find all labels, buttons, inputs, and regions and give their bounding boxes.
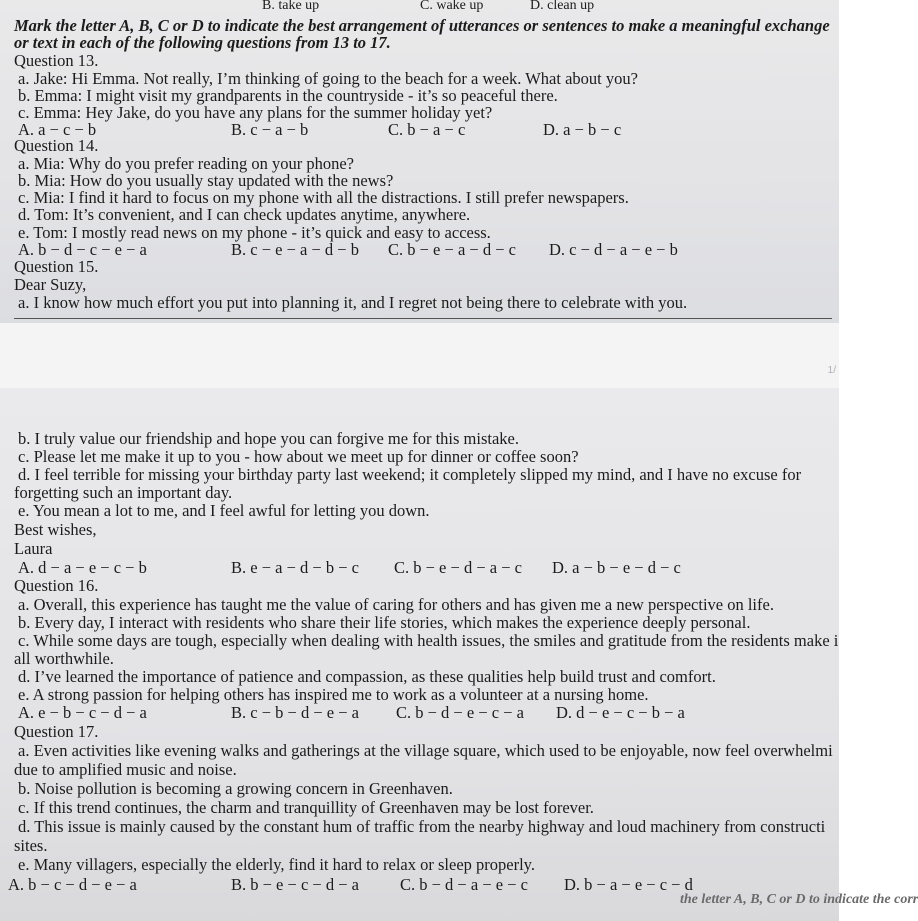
q16-option-b[interactable]: B. c − b − d − e − a (231, 703, 359, 722)
q15-line-b: b. I truly value our friendship and hope you can forgive me for this mistake. (18, 429, 519, 448)
question-15-title: Question 15. (14, 257, 99, 276)
page-number: 1/ (827, 365, 836, 376)
q16-line-d: d. I’ve learned the importance of patience and compassion, as these qualities help build trust and comfort. (18, 667, 716, 686)
q14-option-d[interactable]: D. c − d − a − e − b (549, 240, 678, 259)
q13-line-c: c. Emma: Hey Jake, do you have any plans for the summer holiday yet? (18, 103, 493, 122)
q16-line-c-2: all worthwhile. (14, 649, 114, 668)
q17-option-c[interactable]: C. b − d − a − e − c (400, 875, 528, 894)
q16-line-b: b. Every day, I interact with residents who share their life stories, which makes the experience deeply personal. (18, 613, 751, 632)
q13-line-a: a. Jake: Hi Emma. Not really, I’m thinking of going to the beach for a week. What about you? (18, 69, 638, 88)
q13-option-b[interactable]: B. c − a − b (231, 120, 309, 139)
q17-option-a[interactable]: A. b − c − d − e − a (8, 875, 137, 894)
question-14-title: Question 14. (14, 136, 99, 155)
q13-option-d[interactable]: D. a − b − c (543, 120, 622, 139)
q14-line-b: b. Mia: How do you usually stay updated with the news? (18, 171, 394, 190)
q16-line-a: a. Overall, this experience has taught me the value of caring for others and has given me a new perspective on life. (18, 595, 774, 614)
next-instruction-fragment: the letter A, B, C or D to indicate the corr (680, 892, 918, 907)
q16-option-a[interactable]: A. e − b − c − d − a (18, 703, 147, 722)
q17-line-b: b. Noise pollution is becoming a growing concern in Greenhaven. (18, 779, 453, 798)
q16-option-c[interactable]: C. b − d − e − c − a (396, 703, 524, 722)
q14-line-e: e. Tom: I mostly read news on my phone - it’s quick and easy to access. (18, 223, 491, 242)
q17-line-a-1: a. Even activities like evening walks and gatherings at the village square, which used to be enjoyable, now feel overwhelmi (18, 741, 833, 760)
worksheet-page-top (0, 0, 839, 323)
q17-line-e: e. Many villagers, especially the elderly, find it hard to relax or sleep properly. (18, 855, 535, 874)
q15-option-b[interactable]: B. e − a − d − b − c (231, 558, 359, 577)
q15-line-d-2: forgetting such an important day. (14, 483, 233, 502)
divider-line (14, 318, 832, 319)
q17-option-b[interactable]: B. b − e − c − d − a (231, 875, 359, 894)
q15-option-c[interactable]: C. b − e − d − a − c (394, 558, 522, 577)
question-16-title: Question 16. (14, 576, 99, 595)
q14-option-c[interactable]: C. b − e − a − d − c (388, 240, 516, 259)
q17-line-c: c. If this trend continues, the charm and tranquillity of Greenhaven may be lost forever. (18, 798, 594, 817)
question-13-title: Question 13. (14, 51, 99, 70)
prev-option-c: C. wake up (420, 0, 484, 13)
worksheet-page-bottom (0, 388, 918, 921)
q14-option-a[interactable]: A. b − d − c − e − a (18, 240, 147, 259)
q16-option-d[interactable]: D. d − e − c − b − a (556, 703, 685, 722)
q15-line-a: a. I know how much effort you put into planning it, and I regret not being there to celebrate with you. (18, 293, 688, 312)
q14-line-c: c. Mia: I find it hard to focus on my phone with all the distractions. I still prefer newspapers. (18, 188, 629, 207)
q14-line-d: d. Tom: It’s convenient, and I can check updates anytime, anywhere. (18, 205, 471, 224)
q16-line-c-1: c. While some days are tough, especially when dealing with health issues, the smiles and gratitude from the residents make i (18, 631, 839, 650)
q15-greeting: Dear Suzy, (14, 275, 87, 294)
prev-option-b: B. take up (262, 0, 320, 13)
q15-option-d[interactable]: D. a − b − e − d − c (552, 558, 681, 577)
instruction-line-1: Mark the letter A, B, C or D to indicate the best arrangement of utterances or sentences to make a meaningful exchange (14, 16, 830, 35)
prev-option-d: D. clean up (530, 0, 595, 13)
q17-option-d[interactable]: D. b − a − e − c − d (564, 875, 693, 894)
q17-line-a-2: due to amplified music and noise. (14, 760, 237, 779)
q17-line-d-2: sites. (14, 836, 48, 855)
q14-line-a: a. Mia: Why do you prefer reading on your phone? (18, 154, 355, 173)
q13-option-a[interactable]: A. a − c − b (18, 120, 97, 139)
page-break (0, 323, 839, 388)
q16-line-e: e. A strong passion for helping others has inspired me to work as a volunteer at a nursing home. (18, 685, 649, 704)
q13-option-c[interactable]: C. b − a − c (388, 120, 466, 139)
q14-option-b[interactable]: B. c − e − a − d − b (231, 240, 359, 259)
instruction-line-2: or text in each of the following questions from 13 to 17. (14, 33, 391, 52)
q15-closing: Best wishes, (14, 520, 97, 539)
q15-line-d-1: d. I feel terrible for missing your birthday party last weekend; it completely slipped my mind, and I have no excuse for (18, 465, 802, 484)
q13-line-b: b. Emma: I might visit my grandparents in the countryside - it’s so peaceful there. (18, 86, 558, 105)
q15-signature: Laura (14, 539, 53, 558)
q15-line-c: c. Please let me make it up to you - how about we meet up for dinner or coffee soon? (18, 447, 579, 466)
question-17-title: Question 17. (14, 722, 99, 741)
q17-line-d-1: d. This issue is mainly caused by the constant hum of traffic from the nearby highway and loud machinery from constructi (18, 817, 826, 836)
q15-option-a[interactable]: A. d − a − e − c − b (18, 558, 147, 577)
q15-line-e: e. You mean a lot to me, and I feel awful for letting you down. (18, 501, 430, 520)
